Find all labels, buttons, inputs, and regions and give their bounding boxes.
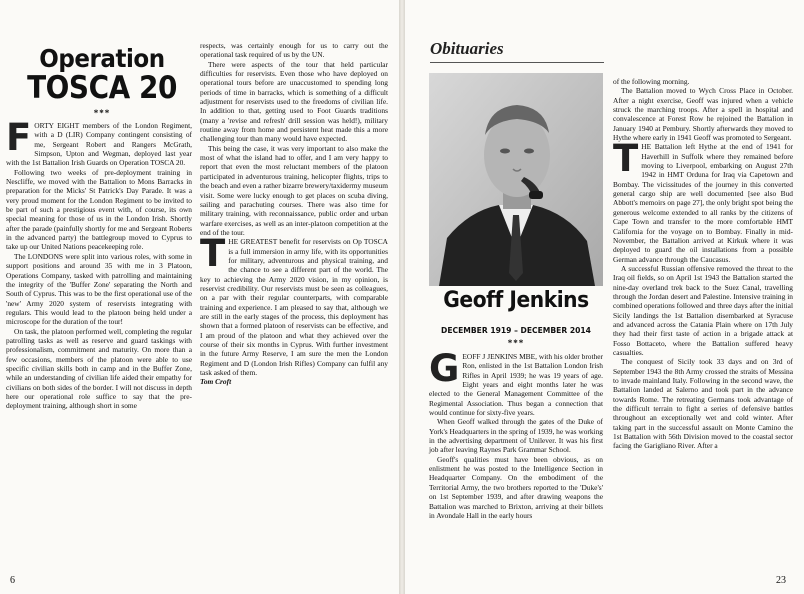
section-rule (430, 62, 604, 63)
article-title-line2: TOSCA 20 (27, 70, 177, 106)
author-signature: Tom Croft (200, 377, 232, 387)
paragraph-text: HE Battalion left Hythe at the end of 1941 for Haverhill in Suffolk where they remained before moving to Liverpool, embarking on August 27th 1942 in HMT Orduna for Iraq via Capetown and Bombay. The vicissitudes of the journey in this converted general cargo ship are well documented [see also Bud Abbott's memoirs on page 27], the only bright spot being the generous welcome extended to all ranks by the citizens of Cape Town and transfer to the more comfortable HMT California for the voyage on to Bombay. Finally in mid-November, the Battalion arrived at Kirkuk where it was deployed to guard the oil installations from a possible German advance through the Caucasus. (613, 142, 793, 264)
paragraph (613, 137, 793, 264)
drop-cap: F (6, 116, 32, 159)
paragraph: There were aspects of the tour that held particular difficulties for reservists. Even those who have deployed on operational tours before are unaccustomed to spending long periods of time in barracks, which is something of a difficult adjustment for reservists used to the freedoms of civilian life. In addition to that, getting used to Foot Guards traditions (many a 'revise and refresh' drill session was held!), military routine away from home and persistent heat made this a more challenging tour than many would have expected. (200, 59, 388, 144)
paragraph (6, 116, 192, 168)
drop-cap: T (613, 137, 639, 181)
paragraph-text: EOFF J JENKINS MBE, with his older brother Ron, enlisted in the 1st Battalion London Irish Rifles in April 1939; he was 19 years of age. Eight years and eight months later he was elected to the General Management Committee of the Regimental Association. Thus began a connection that would continue for sixty-five years. (429, 352, 603, 418)
paragraph: The conquest of Sicily took 33 days and on 3rd of September 1943 the 8th Army crossed the straits of Messina to invade mainland Italy. Following in the second wave, the Battalion landed at Salerno and took part in the advance towards Rome. The retreating Germans took advantage of the difficult terrain to fight a series of defensive battles throughout an exceptionally wet and cold winter. After taking part in the successful assault on Monte Camino the 1st Battalion with 56th Division moved to the coastal sector facing the Garigliano River. After a (613, 357, 793, 451)
page-number-right: 23 (776, 575, 786, 586)
obituary-stars: *** (507, 338, 525, 348)
paragraph: The Battalion moved to Wych Cross Place in October. After a night exercise, Geoff was injured when a vehicle struck the marching troops. After a spell in hospital and convalescence at Forest Row he rejoined the Battalion in January 1940 at Pembury. Shortly afterwards they moved to Hythe where early in 1941 Geoff was promoted to Sergeant. (613, 86, 793, 143)
right-column-2 (613, 77, 793, 451)
paragraph: Geoff's qualities must have been obvious, as on enlistment he was posted to the Intelligence Section in Headquarter Company. On the embodiment of the Territorial Army, the two brothers reported to the 'Duke's' on 1st September 1939, and after drawing weapons the Battalion was marched to Brixton, arriving at their billets in Avondale Hall in the early hours (429, 454, 603, 520)
page-number-left: 6 (10, 575, 15, 586)
drop-cap: G (429, 347, 460, 390)
article-title-line1: Operation (39, 44, 165, 73)
paragraph: The LONDONS were split into various roles, with some in support positions and around 35 with me in 3 Platoon, Operations Company, tasked with patrolling and maintaining the integrity of the 'Buffer Zone' separating the North and South of Cyprus. This was to be the first operational use of the 'new' Army 2020 system of reservists integrating with regulars. This would lead to the platoon being held under a microscope for the duration of the tour! (6, 251, 192, 327)
paragraph: Following two weeks of pre-deployment training in Nescliffe, we moved with the Battalion to Mons Barracks in preparation for the Micks' St Patrick's Day Parade. It was a very proud moment for the London Regiment to be invited to be part of such a prestigious event with, of course, its own special meaning for those of us in the London Irish. Shortly after the parade (painfully shortly for me and Sergeant Roberts in the advanced party) the battlegroup moved to Cyprus to take up our United Nations peacekeeping role. (6, 167, 192, 252)
left-column-2 (200, 41, 388, 387)
paragraph (200, 232, 388, 378)
paragraph: This being the case, it was very important to also make the most of what the island had to offer, and I am very happy to report that even the most reluctant members of the platoon participated in adventurous training, helicopter flights, trips to the beach and even a rather bizarre brewery/taxidermy museum visit. Some were lucky enough to get places on scuba diving, sailing and parachuting courses. There was also time for military training, with reconnaissance, public order and urban warfare exercises, as well as an inter-platoon competition at the end of the tour. (200, 143, 388, 237)
drop-cap: T (200, 232, 226, 276)
left-page (0, 0, 399, 594)
paragraph (429, 347, 603, 418)
paragraph: When Geoff walked through the gates of the Duke of York's Headquarters in the spring of 1939, he was working in the advertising department of Unilever. It was his first job after leaving Raynes Park Grammar School. (429, 417, 603, 455)
paragraph-text: ORTY EIGHT members of the London Regiment, with a D (LIR) Company contingent consisting of me, Sergeant Robert and Rangers McGrath, Simpson, Upton and Wegman, deployed last year with the 1st Battalion Irish Guards on Operation TOSCA 20. (6, 121, 192, 168)
obituary-dates: DECEMBER 1919 – DECEMBER 2014 (441, 326, 591, 335)
obituary-name: Geoff Jenkins (443, 288, 589, 313)
paragraph-text: HE GREATEST benefit for reservists on Op TOSCA is a full immersion in army life, with its opportunities for military, adventurous and physical training, and the chance to see a different part of the world. The key to achieving the Army 2020 vision, in my opinion, is reservist credibility. Our reservists must be seen as colleagues, on a par with their regular counterparts, with comparable training and experience. I am pleased to say that, although we are still in the early stages of the process, this deployment has shown that a formed platoon of reservists can be effective, and I am proud of the platoon and what they achieved over the course of their six months in Cyprus. With further investment in the future Army Reserve, I am sure the men the London Regiment and D (London Irish Rifles) Company can fulfil any task asked of them. (200, 237, 388, 378)
left-column-1 (6, 116, 192, 411)
paragraph: On task, the platoon performed well, completing the regular patrolling tasks as well as reserve and guard taskings with professionalism, commitment and maturity. On more than a few occasions, members of the platoon were able to use specific civilian skills both in camp and in the Buffer Zone, while an understanding of civilian life aided their empathy for civilians on both sides of the border. I will not discuss in depth here our operational role suffice to say that the pre-deployment training, although short in some (6, 326, 192, 411)
title-stars: *** (93, 108, 111, 118)
paragraph: of the following morning. (613, 77, 690, 86)
paragraph: A successful Russian offensive removed the threat to the Iraq oil fields, so on April 1st 1943 the Battalion started the nine-day overland trek back to the Suez Canal, travelling through the Jordan desert and Palestine. Intensive training in combined operations followed and three days after the initial Sicily landings the 1st Battalion disembarked at Syracuse and advanced across the Catania Plain where on 17th July they had their first taste of action in a brigade attack at Fosso Bottaceto, where the Battalion suffered heavy casualties. (613, 263, 793, 357)
portrait-photo (429, 73, 603, 286)
right-column-1 (429, 347, 603, 520)
section-title: Obituaries (430, 39, 504, 58)
paragraph: respects, was certainly enough for us to carry out the operational task required of us by the UN. (200, 41, 388, 60)
portrait-image (429, 73, 603, 286)
